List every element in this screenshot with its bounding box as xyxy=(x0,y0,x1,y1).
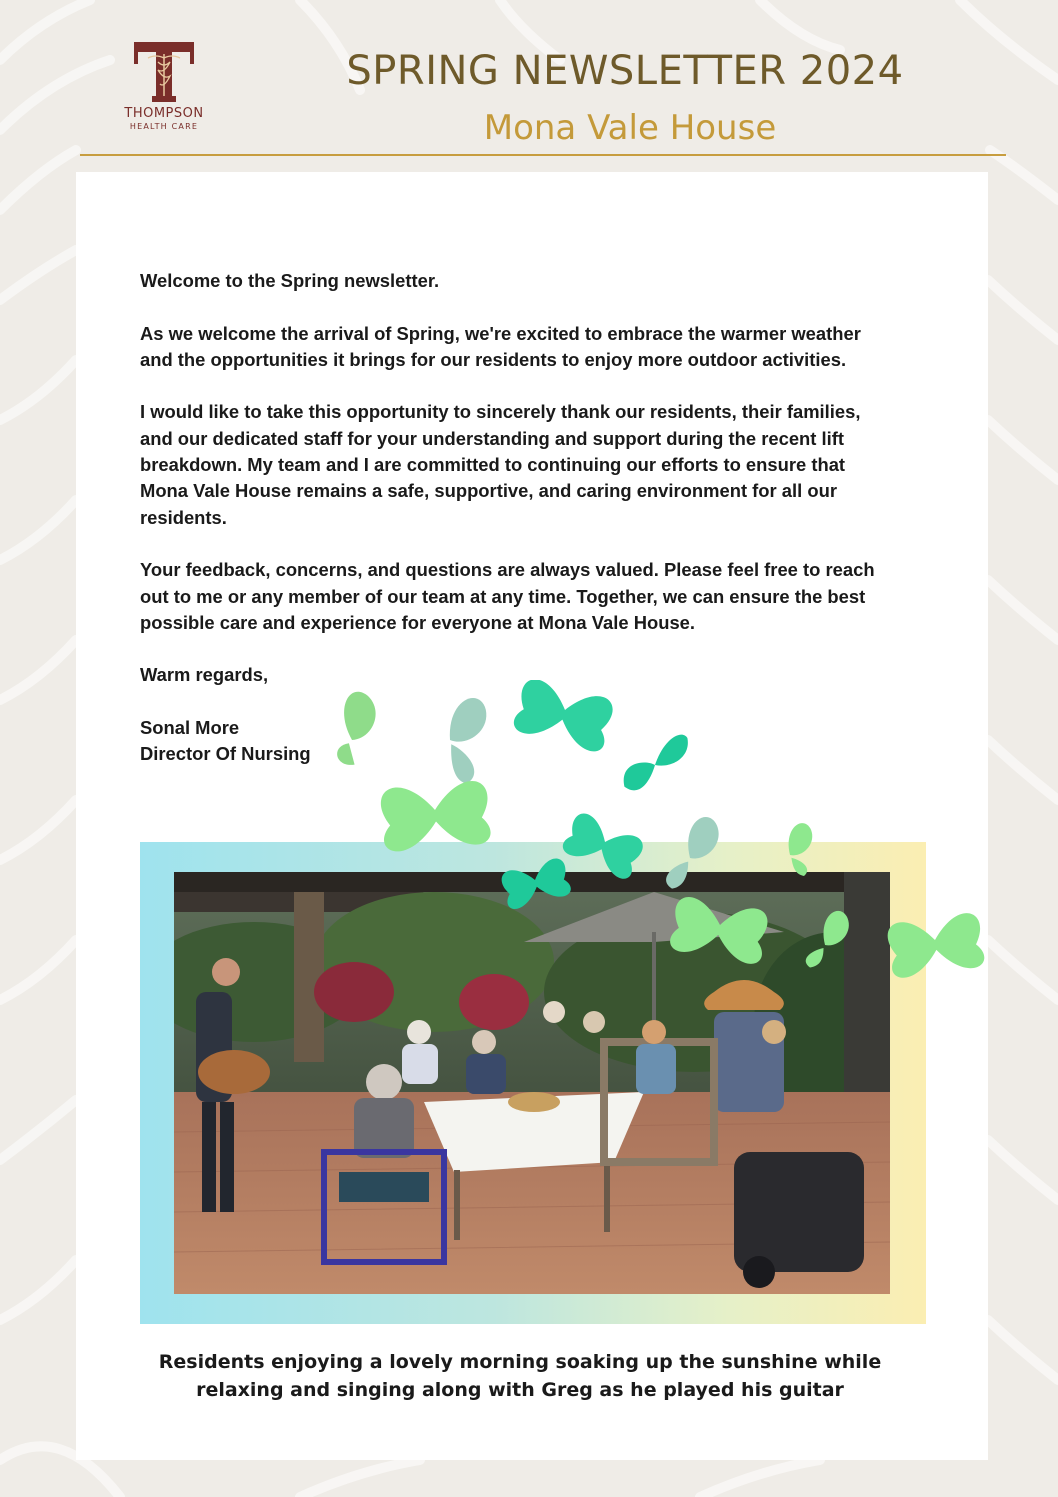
butterfly-icon xyxy=(512,680,616,754)
letter-greeting: Welcome to the Spring newsletter. xyxy=(140,270,440,291)
letter-signoff: Warm regards, xyxy=(140,664,269,686)
caduceus-logo-icon xyxy=(134,38,194,104)
butterfly-decoration xyxy=(320,680,1000,990)
butterfly-icon xyxy=(806,911,849,968)
logo-name: THOMPSON xyxy=(124,106,204,121)
butterfly-icon xyxy=(668,895,769,966)
butterfly-icon xyxy=(886,911,986,979)
newsletter-title: SPRING NEWSLETTER 2024 xyxy=(346,48,904,94)
butterfly-icon xyxy=(666,817,719,889)
photo-caption-line-2: relaxing and singing along with Greg as he played his guitar xyxy=(196,1379,844,1401)
header-divider xyxy=(80,154,1006,156)
photo-caption xyxy=(120,1348,920,1404)
butterfly-icon xyxy=(560,810,646,882)
butterfly-icon xyxy=(380,780,492,853)
newsletter-subtitle: Mona Vale House xyxy=(483,108,777,148)
thompson-logo xyxy=(112,38,216,134)
butterfly-icon xyxy=(500,856,573,910)
letter-paragraph-1: As we welcome the arrival of Spring, we're excited to embrace the warmer weather and the opportunities it brings for our residents to enjoy more outdoor activities. xyxy=(140,322,861,370)
logo-subname: HEALTH CARE xyxy=(129,122,199,131)
signature-title: Director Of Nursing xyxy=(140,743,311,765)
butterfly-icon xyxy=(441,695,489,785)
butterfly-icon xyxy=(789,823,813,876)
photo-caption-line-1: Residents enjoying a lovely morning soaking up the sunshine while xyxy=(158,1351,882,1373)
signature-name: Sonal More xyxy=(140,717,240,739)
butterfly-icon xyxy=(624,735,688,791)
butterfly-icon xyxy=(320,688,391,770)
letter-paragraph-2: I would like to take this opportunity to sincerely thank our residents, their families, and our dedicated staff for your understanding and support during the recent lift breakdown. My team and I are committed to continuing our efforts to ensure that Mona Vale House remains a safe, supportive, and caring environment for all our residents. xyxy=(140,401,861,528)
letter-paragraph-3: Your feedback, concerns, and questions are always valued. Please feel free to reach out to me or any member of our team at any time. Together, we can ensure the best possible care and experience for everyone at Mona Vale House. xyxy=(140,559,875,633)
